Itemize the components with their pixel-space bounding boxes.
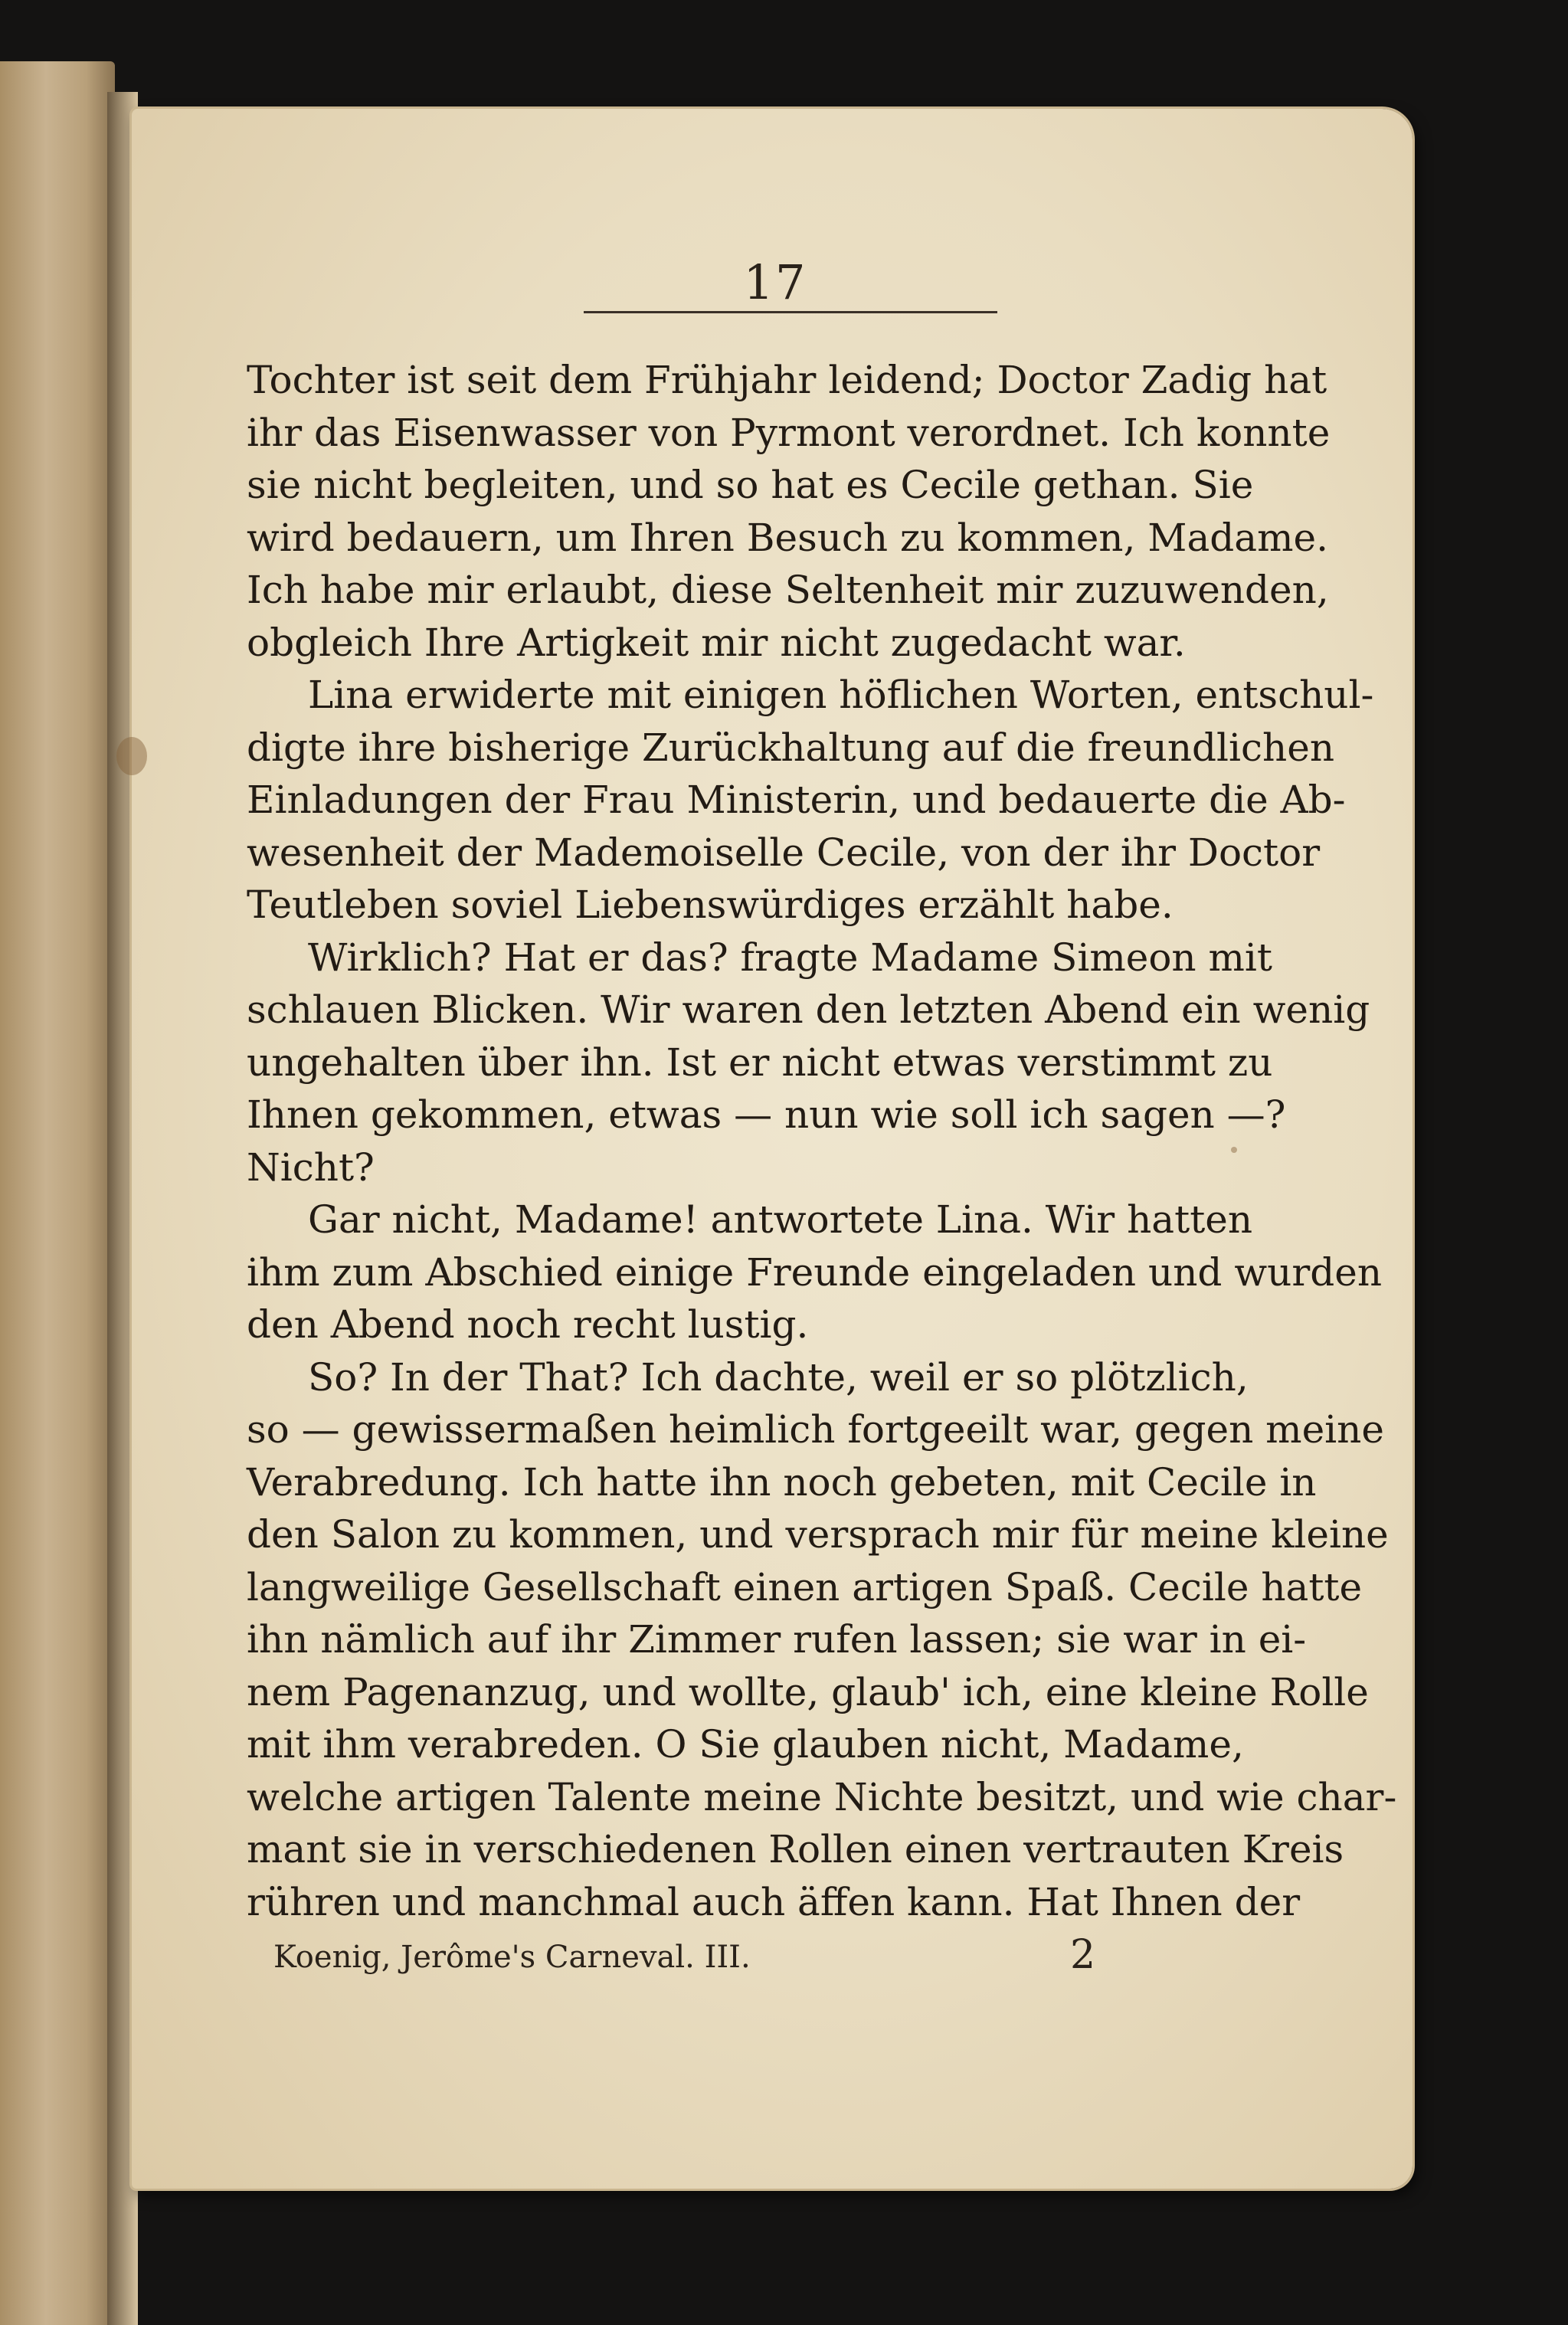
text-line: Ihnen gekommen, etwas — nun wie soll ich sagen —?: [247, 1092, 1286, 1137]
text-line: Lina erwiderte mit einigen höflichen Worten, entschul-: [308, 673, 1374, 717]
text-line: digte ihre bisherige Zurückhaltung auf die freundlichen: [247, 725, 1335, 770]
text-line: Tochter ist seit dem Frühjahr leidend; Doctor Zadig hat: [247, 358, 1327, 402]
text-line: Nicht?: [247, 1144, 375, 1190]
page-number: 17: [743, 254, 807, 310]
header-rule: [584, 311, 997, 313]
signature-line: Koenig, Jerôme's Carneval. III.: [273, 1940, 751, 1975]
text-line: den Salon zu kommen, und versprach mir für meine kleine: [247, 1512, 1389, 1557]
text-line: Teutleben soviel Liebenswürdiges erzählt habe.: [247, 883, 1174, 927]
text-line: ihm zum Abschied einige Freunde eingeladen und wurden: [247, 1249, 1383, 1295]
paper-speck: [1231, 1147, 1237, 1153]
text-line: mant sie in verschiedenen Rollen einen vertrauten Kreis: [247, 1827, 1344, 1871]
text-line: Gar nicht, Madame! antwortete Lina. Wir hatten: [308, 1197, 1253, 1242]
facing-page-edge: [0, 61, 115, 2325]
page-footer: [247, 1932, 1196, 1986]
text-line: Wirklich? Hat er das? fragte Madame Simeon mit: [308, 935, 1273, 980]
text-line: Einladungen der Frau Ministerin, und bedauerte die Ab-: [247, 778, 1346, 822]
text-line: wird bedauern, um Ihren Besuch zu kommen, Madame.: [247, 515, 1328, 560]
sheet-number: 2: [1070, 1932, 1096, 1978]
text-line: ungehalten über ihn. Ist er nicht etwas verstimmt zu: [247, 1040, 1273, 1085]
text-line: welche artigen Talente meine Nichte besitzt, und wie char-: [247, 1774, 1397, 1819]
paper-stain: [116, 737, 147, 775]
text-line: langweilige Gesellschaft einen artigen Spaß. Cecile hatte: [247, 1564, 1363, 1609]
body-text: [247, 354, 1397, 1928]
text-line: Ich habe mir erlaubt, diese Seltenheit mir zuzuwenden,: [247, 568, 1329, 612]
text-line: rühren und manchmal auch äffen kann. Hat Ihnen der: [247, 1879, 1301, 1924]
text-line: ihn nämlich auf ihr Zimmer rufen lassen; sie war in ei-: [247, 1617, 1307, 1662]
text-line: obgleich Ihre Artigkeit mir nicht zugedacht war.: [247, 620, 1186, 665]
text-line: So? In der That? Ich dachte, weil er so plötzlich,: [308, 1354, 1249, 1400]
text-line: wesenheit der Mademoiselle Cecile, von der ihr Doctor: [247, 830, 1321, 875]
text-line: ihr das Eisenwasser von Pyrmont verordnet. Ich konnte: [247, 410, 1331, 455]
text-line: mit ihm verabreden. O Sie glauben nicht, Madame,: [247, 1722, 1244, 1767]
text-line: sie nicht begleiten, und so hat es Cecile gethan. Sie: [247, 463, 1254, 507]
text-line: den Abend noch recht lustig.: [247, 1302, 809, 1347]
text-line: Verabredung. Ich hatte ihn noch gebeten, mit Cecile in: [247, 1459, 1317, 1505]
text-line: so — gewissermaßen heimlich fortgeeilt war, gegen meine: [247, 1407, 1384, 1452]
book-page: [132, 109, 1413, 2189]
text-line: schlauen Blicken. Wir waren den letzten Abend ein wenig: [247, 987, 1370, 1032]
text-line: nem Pagenanzug, und wollte, glaub' ich, eine kleine Rolle: [247, 1669, 1369, 1714]
